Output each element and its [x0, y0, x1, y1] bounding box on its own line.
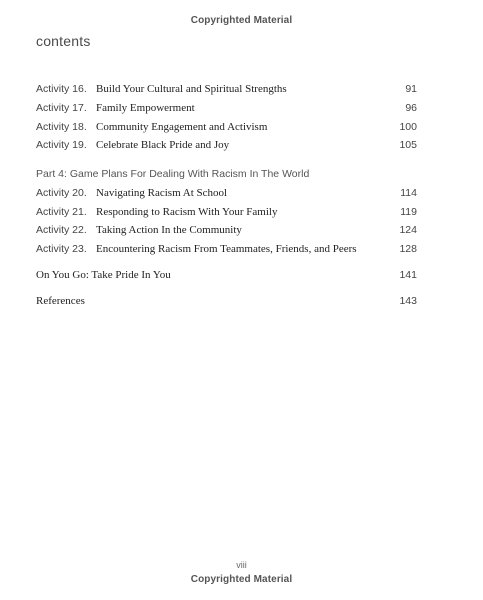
- activity-number: Activity 22.: [36, 224, 87, 236]
- activity-title: Encountering Racism From Teammates, Friends, and Peers: [96, 243, 357, 255]
- page-ref: 114: [400, 187, 417, 199]
- page-number: viii: [236, 560, 247, 570]
- page-ref: 124: [399, 224, 417, 236]
- page-ref: 141: [399, 269, 417, 281]
- activity-number: Activity 17.: [36, 102, 87, 114]
- page-ref: 105: [399, 139, 417, 151]
- toc-entry-activity-22[interactable]: [36, 224, 417, 240]
- page-ref: 91: [405, 83, 417, 95]
- activity-number: Activity 20.: [36, 187, 87, 199]
- toc-entry-activity-20[interactable]: [36, 187, 417, 203]
- part-4-heading: Part 4: Game Plans For Dealing With Racism In The World: [36, 168, 310, 180]
- toc-entry-activity-23[interactable]: [36, 243, 417, 259]
- page-ref: 96: [405, 102, 417, 114]
- page-ref: 143: [399, 295, 417, 307]
- page-ref: 100: [399, 121, 417, 133]
- toc-entry-activity-19[interactable]: [36, 139, 417, 155]
- closing-title: On You Go: Take Pride In You: [36, 269, 171, 281]
- toc-entry-activity-16[interactable]: [36, 83, 417, 99]
- copyright-watermark-top: Copyrighted Material: [190, 15, 293, 26]
- activity-number: Activity 21.: [36, 206, 87, 218]
- toc-entry-references[interactable]: [36, 295, 417, 311]
- references-title: References: [36, 295, 85, 307]
- activity-number: Activity 18.: [36, 121, 87, 133]
- toc-entry-closing[interactable]: [36, 269, 417, 285]
- activity-title: Family Empowerment: [96, 102, 195, 114]
- activity-number: Activity 19.: [36, 139, 87, 151]
- contents-heading: contents: [36, 33, 91, 49]
- activity-title: Navigating Racism At School: [96, 187, 228, 199]
- activity-number: Activity 16.: [36, 83, 87, 95]
- activity-title: Build Your Cultural and Spiritual Strengths: [96, 83, 287, 95]
- toc-entry-activity-17[interactable]: [36, 102, 417, 118]
- toc-entry-activity-18[interactable]: [36, 121, 417, 137]
- copyright-watermark-bottom: Copyrighted Material: [190, 574, 293, 585]
- activity-title: Community Engagement and Activism: [96, 121, 268, 133]
- activity-title: Taking Action In the Community: [96, 224, 242, 236]
- toc-entry-activity-21[interactable]: [36, 206, 417, 222]
- activity-number: Activity 23.: [36, 243, 87, 255]
- page-ref: 119: [400, 206, 417, 218]
- page-ref: 128: [399, 243, 417, 255]
- activity-title: Celebrate Black Pride and Joy: [96, 139, 230, 151]
- activity-title: Responding to Racism With Your Family: [96, 206, 278, 218]
